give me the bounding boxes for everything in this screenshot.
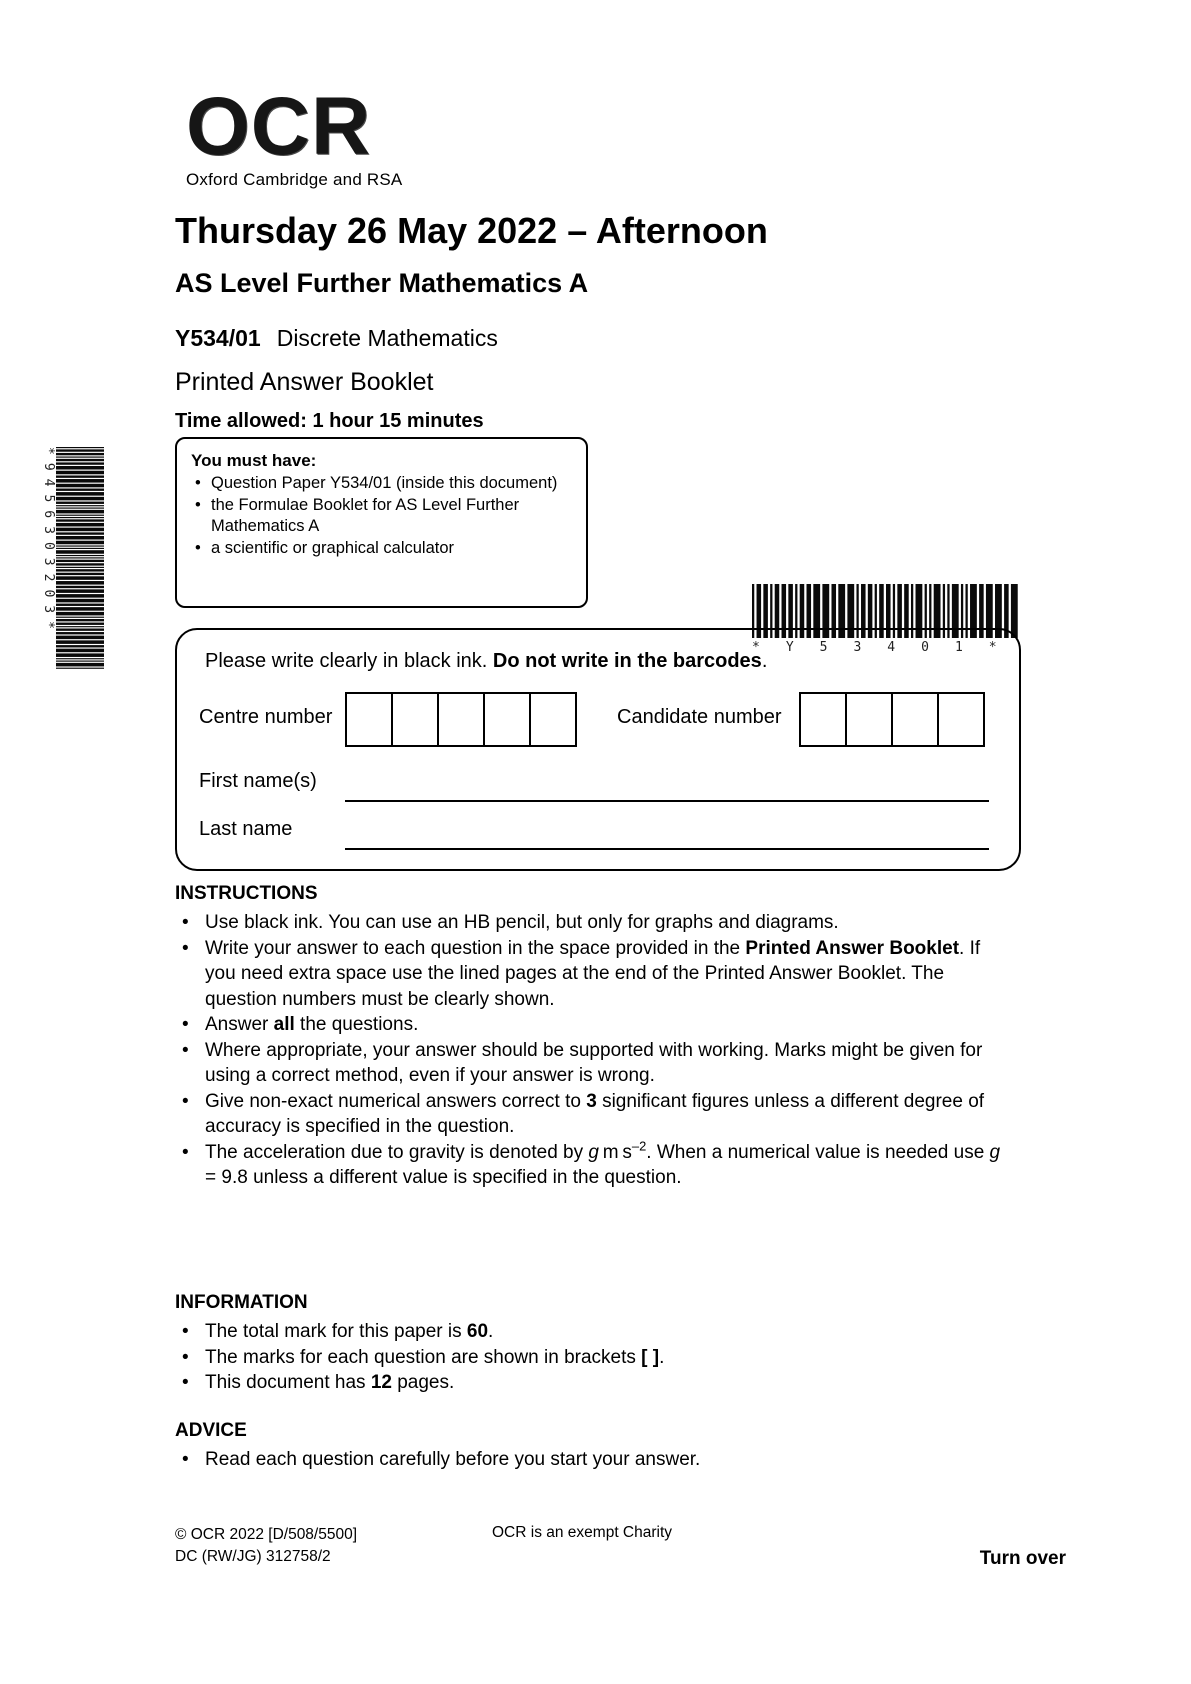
list-item: • This document has 12 pages. — [175, 1370, 1003, 1396]
first-name-label: First name(s) — [199, 770, 317, 792]
list-item: • Question Paper Y534/01 (inside this document) — [191, 473, 572, 495]
list-item: • The acceleration due to gravity is denoted by g m $s^{-2}$. When a numerical value is needed use g = 9.8 unless a different value is specified in the question. — [175, 1140, 1003, 1191]
list-item: • Answer all the questions. — [175, 1012, 1003, 1038]
list-item: • Write your answer to each question in the space provided in the Printed Answer Booklet. If you need extra space use the lined pages at the end of the Printed Answer Booklet. The question numbers must be clearly shown. — [175, 936, 1003, 1013]
horizontal-barcode-text: *Y53401* — [752, 640, 1023, 655]
footer-left — [175, 1524, 357, 1568]
qualification-title: AS Level Further Mathematics A — [175, 268, 589, 298]
instructions-heading: INSTRUCTIONS — [175, 883, 318, 904]
vertical-barcode-text: *9456303203* — [41, 447, 56, 637]
advice-section — [175, 1420, 1003, 1473]
advice-heading: ADVICE — [175, 1420, 247, 1441]
candidate-number-input[interactable] — [799, 692, 985, 747]
paper-line — [175, 325, 498, 352]
digit-cell[interactable] — [845, 692, 893, 747]
candidate-number-label: Candidate number — [617, 706, 782, 728]
advice-list — [175, 1447, 1003, 1473]
black-ink-note: Please write clearly in black ink. Do not write in the barcodes. — [205, 650, 768, 672]
first-name-input-line[interactable] — [345, 800, 989, 802]
digit-cell[interactable] — [937, 692, 985, 747]
dc-code-text: DC (RW/JG) 312758/2 — [175, 1548, 331, 1565]
digit-cell[interactable] — [437, 692, 485, 747]
information-list — [175, 1319, 1003, 1396]
digit-cell[interactable] — [345, 692, 393, 747]
you-must-have-list — [191, 473, 572, 559]
digit-cell[interactable] — [391, 692, 439, 747]
booklet-title: Printed Answer Booklet — [175, 368, 434, 396]
list-item: • Read each question carefully before you start your answer. — [175, 1447, 1003, 1473]
list-item: • Use black ink. You can use an HB pencil, but only for graphs and diagrams. — [175, 910, 1003, 936]
copyright-text: © OCR 2022 [D/508/5500] — [175, 1526, 358, 1543]
information-section — [175, 1292, 1003, 1396]
instructions-section — [175, 883, 1003, 1191]
centre-number-label: Centre number — [199, 706, 333, 728]
information-heading: INFORMATION — [175, 1292, 308, 1313]
you-must-have-heading: You must have: — [191, 451, 317, 470]
candidate-details-box — [175, 628, 1021, 871]
ocr-logo — [186, 81, 403, 190]
digit-cell[interactable] — [799, 692, 847, 747]
list-item: • the Formulae Booklet for AS Level Further Mathematics A — [191, 495, 572, 538]
last-name-input-line[interactable] — [345, 848, 989, 850]
paper-code: Y534/01 — [175, 325, 261, 351]
list-item: • The total mark for this paper is 60. — [175, 1319, 1003, 1345]
digit-cell[interactable] — [529, 692, 577, 747]
list-item: • The marks for each question are shown in brackets [ ]. — [175, 1345, 1003, 1371]
number-row — [177, 692, 1019, 747]
digit-cell[interactable] — [483, 692, 531, 747]
digit-cell[interactable] — [891, 692, 939, 747]
vertical-barcode — [38, 447, 104, 670]
list-item: • Give non-exact numerical answers correct to 3 significant figures unless a different degree of accuracy is specified in the question. — [175, 1089, 1003, 1140]
charity-text: OCR is an exempt Charity — [492, 1524, 673, 1541]
last-name-label: Last name — [199, 818, 293, 840]
instructions-list — [175, 910, 1003, 1191]
page-title: Thursday 26 May 2022 – Afternoon — [175, 210, 768, 251]
vertical-barcode-bars — [56, 447, 104, 670]
list-item: • Where appropriate, your answer should be supported with working. Marks might be given for using a correct method, even if your answer is wrong. — [175, 1038, 1003, 1089]
paper-name: Discrete Mathematics — [276, 325, 498, 351]
ocr-logo-subtitle: Oxford Cambridge and RSA — [186, 169, 403, 189]
centre-number-input[interactable] — [345, 692, 577, 747]
list-item: • a scientific or graphical calculator — [191, 538, 572, 560]
time-allowed: Time allowed: 1 hour 15 minutes — [175, 410, 484, 432]
you-must-have-box — [175, 437, 588, 608]
ocr-logo-text: OCR — [186, 81, 372, 172]
turn-over-label: Turn over — [979, 1548, 1066, 1569]
